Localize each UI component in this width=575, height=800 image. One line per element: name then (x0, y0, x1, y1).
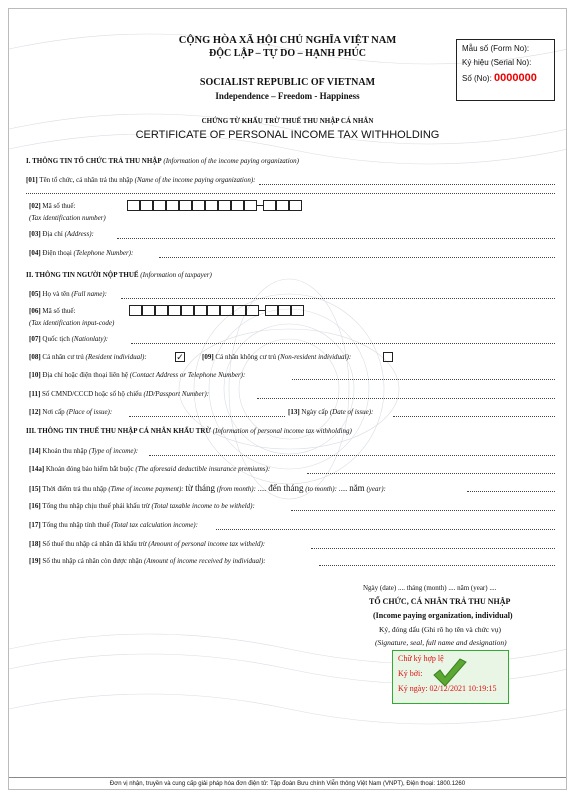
motto-vn: ĐỘC LẬP – TỰ DO – HẠNH PHÚC (209, 48, 366, 59)
field-05: [05] Họ và tên (Full name): (29, 290, 107, 298)
section-1-heading: I. THÔNG TIN TỔ CHỨC TRẢ THU NHẬP (Information of the income paying organization) (26, 157, 300, 165)
field-17-line[interactable] (216, 529, 555, 530)
field-09: [09] Cá nhân không cư trú (Non-resident individual): (202, 353, 352, 361)
field-05-line[interactable] (121, 298, 555, 299)
certificate-page (8, 8, 567, 790)
check-mark-icon (431, 657, 469, 691)
field-11-line[interactable] (257, 398, 555, 399)
serial-no-label: Ký hiệu (Serial No): (462, 58, 532, 67)
form-no-label: Mẫu số (Form No): (462, 44, 530, 53)
field-01-line-2[interactable] (26, 193, 555, 194)
sign-instruction-vn: Ký, đóng dấu (Ghi rõ họ tên và chức vụ) (379, 625, 501, 634)
field-01-line[interactable] (259, 184, 555, 185)
signed-date-text: Ký ngày: 02/12/2021 10:19:15 (398, 684, 497, 693)
motto-en: Independence – Freedom - Happiness (215, 91, 360, 101)
field-04-line[interactable] (159, 257, 555, 258)
org-title-en: (Income paying organization, individual) (373, 611, 513, 620)
field-16-line[interactable] (291, 510, 555, 511)
sign-instruction-en: (Signature, seal, full name and designation) (375, 638, 507, 647)
form-number-box (456, 39, 555, 101)
document-title-vn: CHỨNG TỪ KHẤU TRỪ THUẾ THU NHẬP CÁ NHÂN (201, 117, 374, 125)
footer-divider (9, 777, 566, 778)
field-14a: [14a] Khoản đóng bảo hiểm bắt buộc (The aforesaid deductible insurance premiums): (29, 465, 271, 473)
field-02: [02] Mã số thuế: (29, 202, 76, 210)
field-11: [11] Số CMND/CCCD hoặc số hộ chiếu (ID/Passport Number): (29, 390, 210, 398)
number-label: Số (No): (462, 74, 492, 83)
tax-id-boxes-taxpayer[interactable] (129, 305, 304, 316)
field-10: [10] Địa chỉ hoặc điện thoại liên hệ (Contact Address or Telephone Number): (29, 371, 246, 379)
field-15-line[interactable] (467, 491, 555, 492)
field-03: [03] Địa chỉ (Address): (29, 230, 94, 238)
section-3-heading: III. THÔNG TIN THUẾ THU NHẬP CÁ NHÂN KHẤU TRỪ (Information of personal income tax withholding) (26, 427, 352, 435)
field-04: [04] Điện thoại (Telephone Number): (29, 249, 134, 257)
field-07: [07] Quốc tịch (Nationlaty): (29, 335, 109, 343)
field-19-line[interactable] (319, 565, 555, 566)
field-15: [15] Thời điểm trả thu nhập (Time of income payment): từ tháng (from month): ..... đến tháng (to month): ..... năm (year): (29, 483, 386, 493)
field-13-line[interactable] (393, 416, 555, 417)
field-18-line[interactable] (311, 548, 555, 549)
signed-by-text: Ký bởi: (398, 669, 423, 678)
footer-provider-text: Đơn vị nhận, truyền và cung cấp giải pháp hóa đơn điện tử: Tập đoàn Bưu chính Viễn thông Việt Nam (VNPT), Điện thoại: 1800.1260 (109, 781, 466, 787)
date-line: Ngày (date) .... tháng (month) .... năm (year) .... (363, 584, 497, 592)
document-title-en: CERTIFICATE OF PERSONAL INCOME TAX WITHHOLDING (135, 129, 440, 141)
field-17: [17] Tổng thu nhập tính thuế (Total tax calculation income): (29, 521, 198, 529)
section-2-heading: II. THÔNG TIN NGƯỜI NỘP THUẾ (Information of taxpayer) (26, 271, 212, 279)
country-name-en: SOCIALIST REPUBLIC OF VIETNAM (199, 77, 376, 88)
field-06: [06] Mã số thuế: (29, 307, 76, 315)
field-08: [08] Cá nhân cư trú (Resident individual): (29, 353, 147, 361)
non-resident-checkbox[interactable] (383, 352, 393, 362)
field-13: [13] Ngày cấp (Date of issue): (288, 408, 374, 416)
invoice-number: 0000000 (494, 72, 537, 84)
number-row (462, 72, 549, 84)
field-03-line[interactable] (117, 238, 555, 239)
field-18: [18] Số thuế thu nhập cá nhân đã khấu trừ (Amount of personal income tax witheld): (29, 540, 266, 548)
org-title-vn: TỔ CHỨC, CÁ NHÂN TRẢ THU NHẬP (369, 597, 511, 606)
field-14a-line[interactable] (307, 473, 555, 474)
resident-checkbox[interactable]: ✓ (176, 352, 184, 362)
field-12-line[interactable] (129, 416, 285, 417)
field-12: [12] Nơi cấp (Place of issue): (29, 408, 113, 416)
field-14-line[interactable] (149, 455, 555, 456)
field-19: [19] Số thu nhập cá nhân còn được nhận (Amount of income received by individual): (29, 557, 266, 565)
digital-signature-box[interactable] (392, 650, 509, 704)
field-02-en: (Tax identification number) (29, 214, 106, 222)
field-14: [14] Khoản thu nhập (Type of income): (29, 447, 139, 455)
field-01: [01] Tên tổ chức, cá nhân trả thu nhập (Name of the income paying organization): (26, 176, 256, 184)
signature-valid-text: Chữ ký hợp lệ (398, 654, 444, 663)
tax-id-boxes-org[interactable] (127, 200, 302, 211)
field-16: [16] Tổng thu nhập chịu thuế phải khấu trừ (Total taxable income to be witheld): (29, 502, 255, 510)
field-10-line[interactable] (292, 379, 555, 380)
field-06-en: (Tax identification input-code) (29, 319, 115, 327)
country-name-vn: CỘNG HÒA XÃ HỘI CHỦ NGHĨA VIỆT NAM (178, 35, 397, 46)
field-07-line[interactable] (131, 343, 555, 344)
